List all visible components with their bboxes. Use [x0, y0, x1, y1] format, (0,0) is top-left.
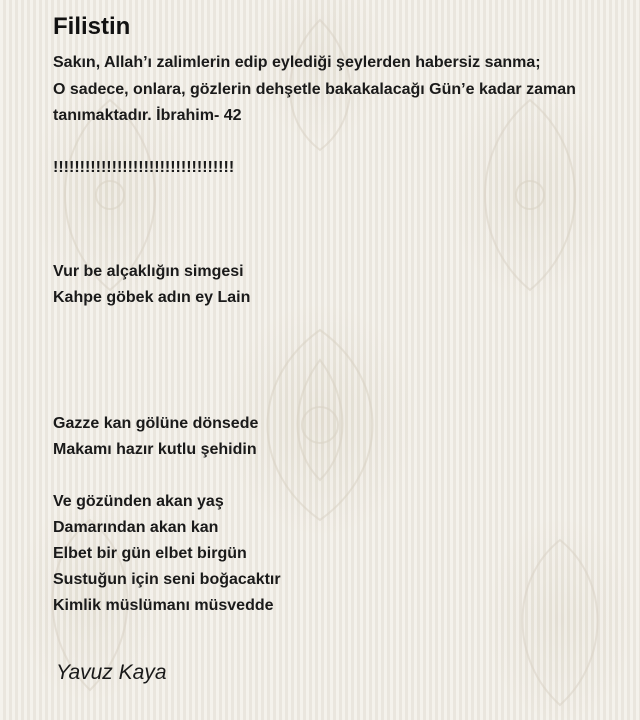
poem-line: Gazze kan gölüne dönsede	[53, 415, 259, 432]
poem-line: tanımaktadır. İbrahim- 42	[53, 107, 242, 124]
poem-line: Damarından akan kan	[53, 519, 219, 536]
poem-line: Makamı hazır kutlu şehidin	[53, 441, 257, 458]
poem-line: Elbet bir gün elbet birgün	[53, 545, 247, 562]
poem-author: Yavuz Kaya	[56, 661, 167, 684]
poem-title: Filistin	[53, 13, 131, 40]
poem-line: Sakın, Allah’ı zalimlerin edip eylediği şeylerden habersiz sanma;	[53, 54, 541, 71]
poem-line: Kimlik müslümanı müsvedde	[53, 597, 274, 614]
poem-line: Sustuğun için seni boğacaktır	[53, 571, 281, 588]
poem-line: !!!!!!!!!!!!!!!!!!!!!!!!!!!!!!!!!!	[53, 159, 235, 176]
poem-line: Kahpe göbek adın ey Lain	[53, 289, 251, 306]
poem-line: O sadece, onlara, gözlerin dehşetle bakakalacağı Gün’e kadar zaman	[53, 81, 576, 98]
poem-line: Vur be alçaklığın simgesi	[53, 263, 244, 280]
poem-line: Ve gözünden akan yaş	[53, 493, 224, 510]
